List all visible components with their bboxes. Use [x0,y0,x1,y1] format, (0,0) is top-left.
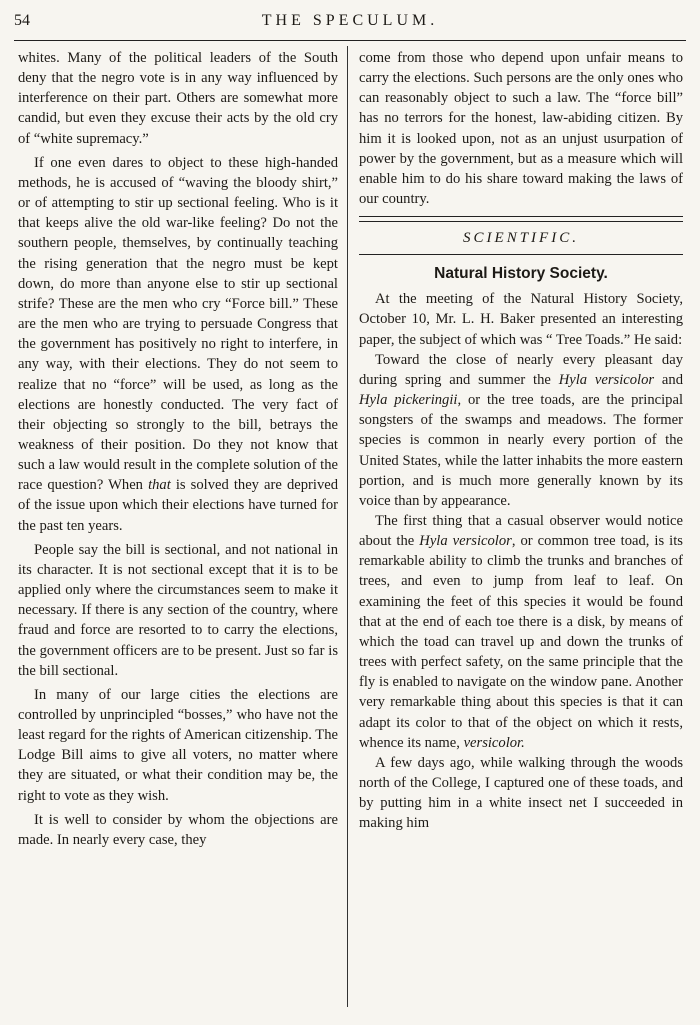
paragraph: come from those who depend upon unfair means to carry the elections. Such persons are the only ones who can reasonably object to such a law. The “force bill” has no terrors for the honest, law-abiding citizen. By him it is looked upon, not as an unjust usurpation of power by the government, but as a measure which will enable him to do his share toward making the laws of our country. [359,50,683,208]
right-column [359,48,683,833]
paragraph [18,153,338,536]
journal-title: THE SPECULUM. [261,12,439,29]
text-run: , or common tree toad, is its remarkable ability to climb the trunks and branches of trees, and even to jump from leaf to leaf. On examining the feet of this species it would be found that at the end of each toe there is a disk, by means of which the toad can travel up and down the trunks of trees with perfect safety, on the same principle that the fly is enabled to navigate on the window pane. Another very remarkable thing about this species is that it can adapt its color to that of the object on which it rests, whence its name, [359,533,683,751]
paragraph [359,350,683,511]
article-heading: Natural History Society. [434,265,608,283]
section-divider [359,216,683,222]
text-run: and [654,371,683,388]
column-divider [347,46,348,1007]
paragraph: A few days ago, while walking through the woods north of the College, I captured one of these toads, and by putting him in a white insect net I succeeded in making him [359,754,683,832]
paragraph: People say the bill is sectional, and not national in its character. It is not sectional except that it is to be applied only where the circumstances seem to make it necessary. If there is any section of the country, where fraud and force are resorted to to carry the elections, the government officers are to be present. Just so far is the bill sectional. [18,541,338,679]
page-number: 54 [14,12,30,29]
paragraph: In many of our large cities the elections are controlled by unprincipled “bosses,” who have not the least regard for the rights of American citizenship. The Lodge Bill aims to give all voters, no matter where they are situated, or what their condition may be, the right to vote as they wish. [18,686,338,804]
text-run: is solved they are deprived of the issue upon which their elections have turned for the past ten years. [18,477,339,534]
paragraph: whites. Many of the political leaders of the South deny that the negro vote is in any way influenced by interference on their part. Others are somewhat more candid, but even they excuse their acts by the old cry of “white supremacy.” [18,50,338,147]
section-title-rule [359,254,683,255]
emphasis: versicolor. [463,734,525,751]
emphasis: Hyla pickeringii [359,392,458,409]
text-run: The first thing that a casual observer would notice about the [359,512,683,550]
paragraph: It is well to consider by whom the objections are made. In nearly every case, they [18,811,338,848]
emphasis: Hyla versicolor [419,533,512,550]
text-run: , or the tree toads, are the principal songsters of the swamps and meadows. The former species is common in nearly every portion of the United States, while the latter inhabits the more eastern portion, and is much more generally known by its voice than by appearance. [359,392,683,509]
header-rule [14,40,686,41]
text-run: If one even dares to object to these high-handed methods, he is accused of “waving the bloody shirt,” or of attempting to stir up sectional feeling. Who is it that keeps alive the old war-like feeling? Do not the southern people, themselves, by continually teaching the rising generation that the negro must be kept down, do more than anyone else to stir up sectional strife? These are the men who cry “Force bill.” These are the men who are trying to persuade Congress that the government has positively no right to interfere, in any way, with their elections. They do not seem to realize that no “force” will be used, as long as the elections are honestly conducted. The very fact of their objecting so strongly to the bill, betrays the weakness of their position. Do they not know that such a law would result in the complete solution of the race question? When [18,154,338,494]
paragraph: At the meeting of the Natural History Society, October 10, Mr. L. H. Baker presented an interesting paper, the subject of which was “ Tree Toads.” He said: [359,291,683,348]
section-title: SCIENTIFIC. [463,230,579,247]
emphasis: Hyla versicolor [558,371,655,388]
text-run: Toward the close of nearly every pleasant day during spring and summer the [359,351,683,388]
emphasis: that [148,477,171,494]
paragraph [359,511,683,753]
left-column [18,48,338,850]
